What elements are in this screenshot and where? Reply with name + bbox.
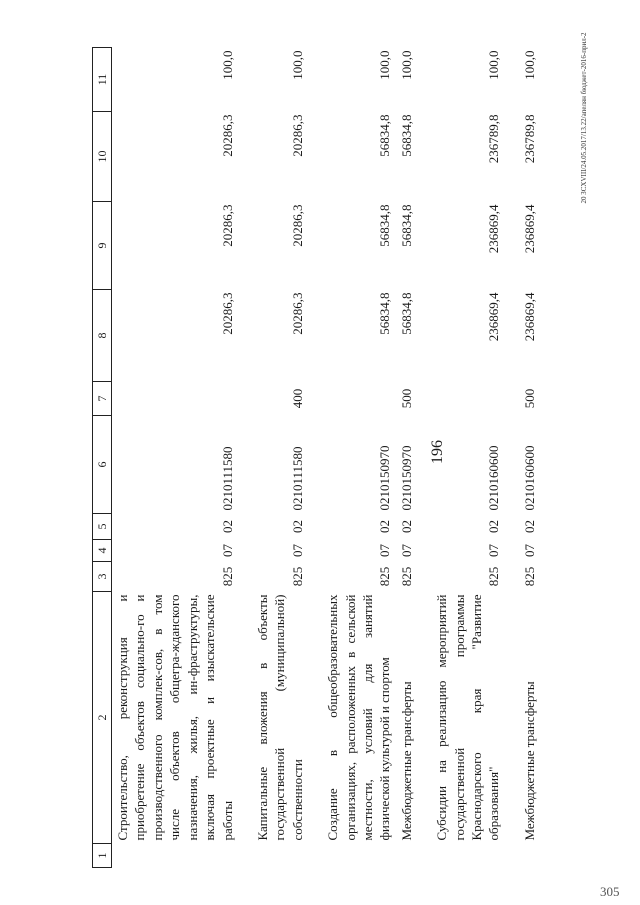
- amount-cell: 20286,3: [289, 114, 305, 157]
- target-article-cell: 0210111580: [219, 446, 235, 511]
- header-cell: 4: [93, 540, 112, 562]
- header-cell: 7: [93, 382, 112, 416]
- amount-cell: 56834,8: [377, 292, 393, 335]
- section-code-cell: 07: [219, 544, 235, 557]
- subsection-code-cell: 02: [377, 520, 393, 533]
- table-row: [252, 48, 308, 868]
- header-cell: 10: [93, 112, 112, 202]
- target-article-cell: 0210150970: [377, 445, 393, 511]
- ministry-code-cell: 825: [398, 566, 414, 587]
- ministry-code-cell: 825: [521, 566, 537, 587]
- amount-cell: 236869,4: [486, 204, 502, 254]
- header-cell: 1: [93, 844, 112, 868]
- percent-cell: 100,0: [377, 50, 393, 80]
- amount-cell: 20286,3: [289, 204, 305, 247]
- amount-cell: 236869,4: [521, 292, 537, 342]
- amount-cell: 20286,3: [289, 292, 305, 335]
- expense-type-cell: 500: [398, 388, 414, 409]
- amount-cell: 236789,8: [486, 114, 502, 164]
- amount-cell: 20286,3: [219, 114, 235, 157]
- section-code-cell: 07: [521, 544, 537, 557]
- item-name-cell: Строительство, реконструкция и приобретение объектов социально-го и производственного комплек-сов, в том числе объектов общегра-жданского назначения, жилья, ин-фраструктуры, включая проектные и изыскательские работы: [115, 594, 235, 841]
- subsection-code-cell: 02: [289, 520, 305, 533]
- percent-cell: 100,0: [398, 50, 414, 80]
- header-cell: 6: [93, 416, 112, 514]
- target-article-cell: 0210160600: [486, 445, 502, 511]
- expense-type-cell: [112, 382, 238, 416]
- row-number-cell: [519, 844, 540, 868]
- item-name-cell: Межбюджетные трансферты: [521, 681, 537, 841]
- percent-cell: 100,0: [486, 50, 502, 80]
- percent-cell: 100,0: [521, 50, 537, 80]
- file-path-footer: 20 ЗСXVIII/24.05.2017/13.22/апелян бюджет-2016-прил-2: [580, 32, 588, 204]
- subsection-code-cell: 02: [398, 520, 414, 533]
- table-row: [112, 48, 238, 868]
- table-row: [519, 48, 540, 868]
- target-article-cell: 0210150970: [398, 445, 414, 511]
- amount-cell: 236789,8: [521, 114, 537, 164]
- budget-table-container: [92, 48, 540, 868]
- page-number: 196: [429, 440, 446, 464]
- item-name-cell: Субсидии на реализацию мероприятий государственной программы Краснодарского края "Развитие образования": [434, 594, 502, 841]
- ministry-code-cell: 825: [486, 566, 502, 587]
- item-name-cell: Капитальные вложения в объекты государственной (муниципальной) собственности: [254, 594, 305, 841]
- header-cell: 8: [93, 290, 112, 382]
- ministry-code-cell: 825: [219, 566, 235, 587]
- column-number-header-row: [93, 48, 112, 868]
- expense-type-cell: 500: [521, 388, 537, 409]
- row-number-cell: [112, 844, 238, 868]
- amount-cell: 56834,8: [377, 114, 393, 157]
- table-row: [322, 48, 396, 868]
- amount-cell: 236869,4: [486, 292, 502, 342]
- row-spacer: [417, 48, 431, 868]
- header-cell: 3: [93, 562, 112, 592]
- amount-cell: 56834,8: [398, 292, 414, 335]
- percent-cell: 100,0: [219, 50, 235, 80]
- expense-type-cell: [322, 382, 396, 416]
- row-spacer: [505, 48, 519, 868]
- header-cell: 2: [93, 592, 112, 844]
- section-code-cell: 07: [377, 544, 393, 557]
- percent-cell: 100,0: [289, 50, 305, 80]
- row-spacer: [308, 48, 322, 868]
- folio-number: 305: [600, 884, 620, 899]
- amount-cell: 56834,8: [398, 204, 414, 247]
- budget-table: [92, 47, 540, 868]
- target-article-cell: 0210111580: [289, 446, 305, 511]
- section-code-cell: 07: [486, 544, 502, 557]
- row-number-cell: [252, 844, 308, 868]
- section-code-cell: 07: [289, 544, 305, 557]
- expense-type-cell: 400: [289, 388, 305, 409]
- row-number-cell: [322, 844, 396, 868]
- subsection-code-cell: 02: [219, 520, 235, 533]
- table-row: [431, 48, 505, 868]
- header-cell: 9: [93, 202, 112, 290]
- ministry-code-cell: 825: [377, 566, 393, 587]
- amount-cell: 236869,4: [521, 204, 537, 254]
- amount-cell: 20286,3: [219, 292, 235, 335]
- expense-type-cell: [431, 382, 505, 416]
- amount-cell: 56834,8: [377, 204, 393, 247]
- subsection-code-cell: 02: [486, 520, 502, 533]
- header-cell: 5: [93, 514, 112, 540]
- row-spacer: [238, 48, 252, 868]
- row-number-cell: [396, 844, 417, 868]
- header-cell: 11: [93, 48, 112, 112]
- amount-cell: 20286,3: [219, 204, 235, 247]
- rotated-table-frame: [92, 48, 540, 868]
- item-name-cell: Межбюджетные трансферты: [398, 681, 414, 841]
- amount-cell: 56834,8: [398, 114, 414, 157]
- table-row: [396, 48, 417, 868]
- target-article-cell: 0210160600: [521, 445, 537, 511]
- row-number-cell: [431, 844, 505, 868]
- section-code-cell: 07: [398, 544, 414, 557]
- subsection-code-cell: 02: [521, 520, 537, 533]
- item-name-cell: Создание в общеобразовательных организациях, расположенных в сельской местности, условий для занятий физической культурой и спортом: [325, 594, 393, 841]
- ministry-code-cell: 825: [289, 566, 305, 587]
